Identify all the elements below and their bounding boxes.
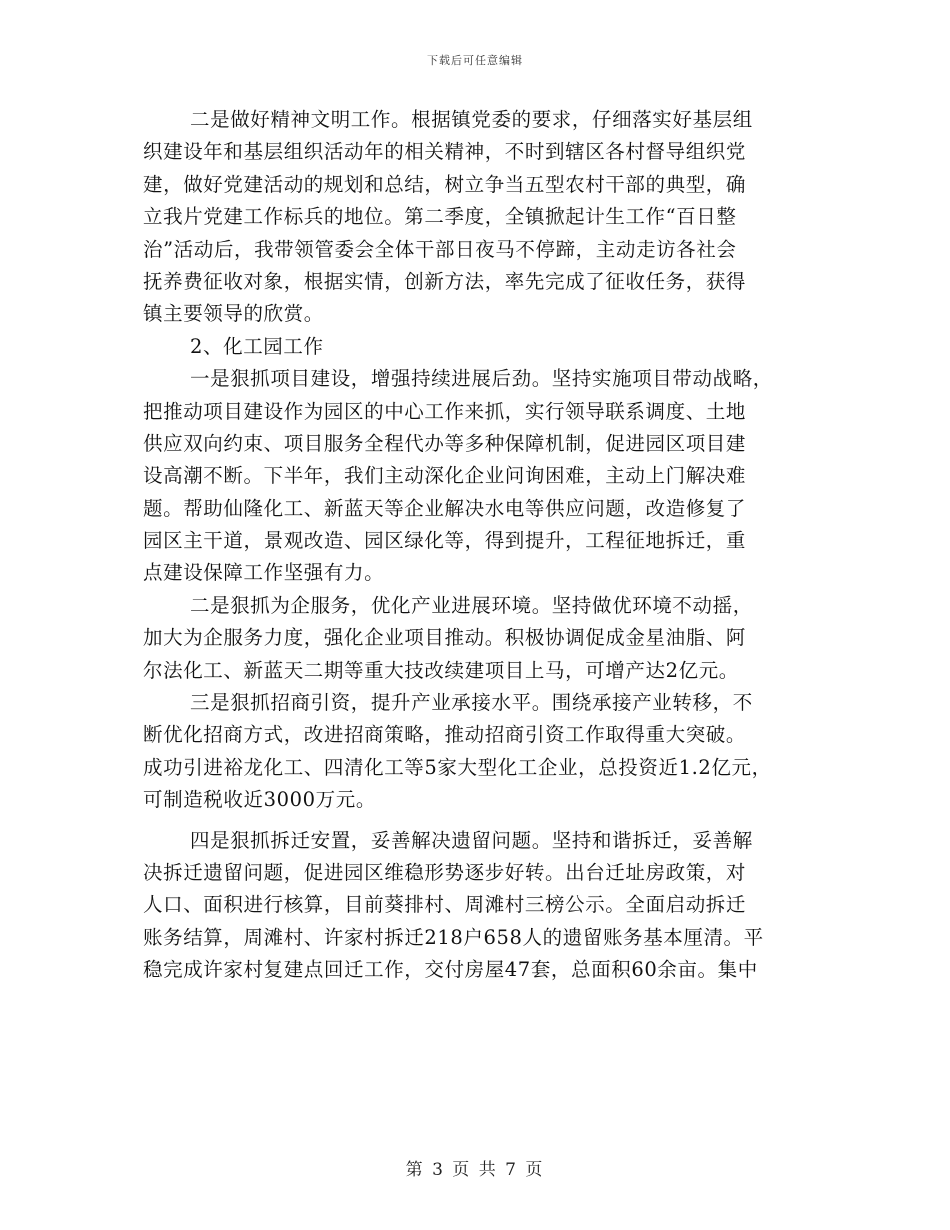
paragraph-line: 抚养费征收对象，根据实情，创新方法，率先完成了征收任务，获得 bbox=[143, 269, 747, 293]
paragraph-line: 二是做好精神文明工作。根据镇党委的要求，仔细落实好基层组 bbox=[190, 108, 753, 131]
paragraph-line: 建，做好党建活动的规划和总结，树立争当五型农村干部的典型，确 bbox=[143, 172, 747, 196]
section-heading: 2、化工园工作 bbox=[190, 334, 324, 358]
paragraph-line: 决拆迁遗留问题，促进园区维稳形势逐步好转。出台迁址房政策，对 bbox=[143, 860, 747, 884]
paragraph-line: 尔法化工、新蓝天二期等重大技改续建项目上马，可增产达2亿元。 bbox=[143, 658, 739, 682]
document-body bbox=[143, 104, 823, 987]
paragraph-line: 可制造税收近3000万元。 bbox=[143, 788, 376, 812]
paragraph-line: 加大为企服务力度，强化企业项目推动。积极协调促成金星油脂、阿 bbox=[143, 626, 747, 650]
paragraph-line: 人口、面积进行核算，目前葵排村、周滩村三榜公示。全面启动拆迁 bbox=[143, 893, 747, 917]
paragraph-line: 镇主要领导的欣赏。 bbox=[143, 302, 324, 326]
paragraph-line: 断优化招商方式，改进招商策略，推动招商引资工作取得重大突破。 bbox=[143, 723, 747, 747]
paragraph-line: 三是狠抓招商引资，提升产业承接水平。围绕承接产业转移，不 bbox=[190, 691, 753, 715]
paragraph-line: 稳完成许家村复建点回迁工作，交付房屋47套，总面积60余亩。集中 bbox=[143, 958, 758, 982]
page-number-footer: 第 3 页 共 7 页 bbox=[405, 1160, 545, 1180]
paragraph-line: 立我片党建工作标兵的地位。第二季度，全镇掀起计生工作“百日整 bbox=[143, 205, 737, 229]
paragraph-line: 设高潮不断。下半年，我们主动深化企业问询困难，主动上门解决难 bbox=[143, 464, 747, 488]
paragraph-line: 一是狠抓项目建设，增强持续进展后劲。坚持实施项目带动战略， bbox=[190, 367, 773, 391]
paragraph-line: 二是狠抓为企服务，优化产业进展环境。坚持做优环境不动摇， bbox=[190, 593, 753, 617]
paragraph-line: 织建设年和基层组织活动年的相关精神，不时到辖区各村督导组织党 bbox=[143, 140, 747, 164]
paragraph-line: 题。帮助仙隆化工、新蓝天等企业解决水电等供应问题，改造修复了 bbox=[143, 496, 747, 520]
paragraph-line: 把推动项目建设作为园区的中心工作来抓，实行领导联系调度、土地 bbox=[143, 399, 747, 423]
page-header: 下载后可任意编辑 bbox=[427, 54, 523, 67]
paragraph-line: 成功引进裕龙化工、四清化工等5家大型化工企业，总投资近1.2亿元， bbox=[143, 755, 772, 779]
paragraph-line: 点建设保障工作坚强有力。 bbox=[143, 561, 385, 585]
paragraph-line: 四是狠抓拆迁安置，妥善解决遗留问题。坚持和谐拆迁，妥善解 bbox=[190, 828, 753, 852]
paragraph-line: 园区主干道，景观改造、园区绿化等，得到提升，工程征地拆迁，重 bbox=[143, 529, 747, 553]
paragraph-line: 账务结算，周滩村、许家村拆迁218户658人的遗留账务基本厘清。平 bbox=[143, 925, 764, 949]
paragraph-line: 治”活动后，我带领管委会全体干部日夜马不停蹄，主动走访各社会 bbox=[143, 237, 737, 261]
paragraph-line: 供应双向约束、项目服务全程代办等多种保障机制，促进园区项目建 bbox=[143, 431, 747, 455]
